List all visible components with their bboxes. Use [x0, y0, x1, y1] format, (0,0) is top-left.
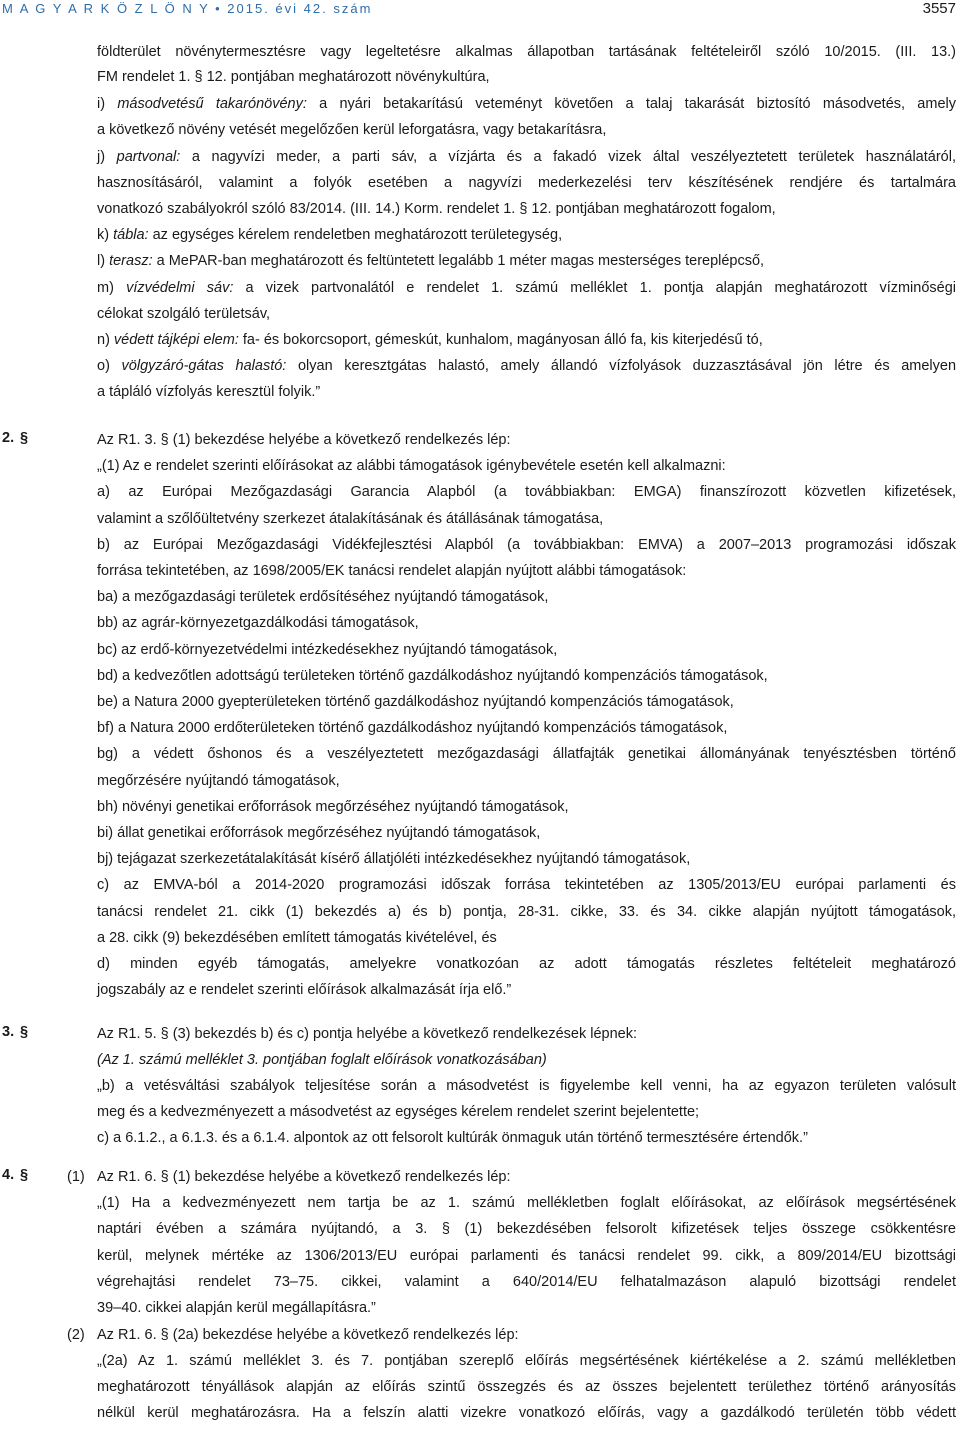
text-line: a) az Európai Mezőgazdasági Garancia Alapból (a továbbiakban: EMGA) finanszírozott közvetlen kifizetések,: [97, 484, 956, 501]
text-line: d) minden egyéb támogatás, amelyekre vonatkozóan az adott támogatás részletes feltételeit meghatározó: [97, 956, 956, 972]
text-line: a 28. cikk (9) bekezdésében említett támogatás kivételével, és: [97, 929, 497, 946]
text-line: 39‒40. cikkei alapján kerül megállapításra.”: [97, 1300, 376, 1316]
text-line: „(1) Az e rendelet szerinti előírásokat az alábbi támogatások igénybevétele esetén kell alkalmazni:: [97, 458, 726, 475]
text-line: „b) a vetésváltási szabályok teljesítése során a másodvetést is figyelembe kell venni, ha az egyazon területen valósult: [97, 1078, 956, 1094]
text-line: végrehajtási rendelet 73‒75. cikkei, valamint a 640/2014/EU felhatalmazáson alapuló bizottsági rendelet: [97, 1273, 956, 1290]
section-number: 2.: [2, 430, 15, 446]
text-line: forrása tekintetében, az 1698/2005/EK tanácsi rendelet alapján nyújtott alábbi támogatások:: [97, 563, 687, 579]
section-number: 3.: [2, 1024, 15, 1040]
text-line: meghatározott tényállások alapján az előírás szintű összegzés és az összes bejelentett területhez történő arányosítás: [97, 1379, 956, 1395]
text-line: nélkül kerül meghatározásra. Ha a felszín alatti vizekre vonatkozó előírás, vagy a gazdálkodó területén több védett: [97, 1405, 956, 1421]
section-3-context: (Az 1. számú melléklet 3. pontjában foglalt előírások vonatkozásában): [97, 1052, 547, 1068]
text-line: c) a 6.1.2., a 6.1.3. és a 6.1.4. alpontok az ott felsorolt kultúrák önmaguk után történő termesztésére értendők.”: [97, 1130, 808, 1146]
text-line: naptári évében a számára nyújtandó, a 3. § (1) bekezdésében felsorolt kifizetések teljes összege csökkentésre: [97, 1221, 956, 1238]
page-header: [0, 0, 960, 20]
text-line: megőrzésére nyújtandó támogatások,: [97, 772, 340, 789]
text-line: bh) növényi genetikai erőforrások megőrzéséhez nyújtandó támogatások,: [97, 798, 569, 815]
definition-n: n) védett tájképi elem: fa- és bokorcsoport, gémeskút, kunhalom, magányosan álló fa, kis kiterjedésű tó,: [97, 332, 763, 348]
definition-o: o) völgyzáró-gátas halastó: olyan keresztgátas halastó, amely állandó vízfolyások duzzasztásával jön létre és amelyen: [97, 358, 957, 374]
text-line: valamint a szőlőültetvény szerkezet átalakításának és átállásának támogatása,: [97, 510, 604, 527]
text-line: kerül, melynek mértéke az 1306/2013/EU európai parlamenti és tanácsi rendelet 99. cikk, a 809/2014/EU bizottsági: [97, 1247, 956, 1264]
definition-m: m) vízvédelmi sáv: a vizek partvonalától e rendelet 1. számú melléklet 1. pontja alapján meghatározott vízminőségi: [97, 280, 956, 296]
text-line: Az R1. 3. § (1) bekezdése helyébe a következő rendelkezés lép:: [97, 432, 511, 448]
text-line: „(2a) Az 1. számú melléklet 3. és 7. pontjában szereplő előírás megsértésének kiértékelése a 2. számú mellékletben: [97, 1353, 956, 1369]
page-number: 3557: [922, 0, 956, 17]
section-3-intro: Az R1. 5. § (3) bekezdés b) és c) pontja helyébe a következő rendelkezések lépnek:: [97, 1026, 638, 1042]
text-line: tanácsi rendelet 21. cikk (1) bekezdés a) és b) pontja, 28-31. cikke, 33. és 34. cikke alapján nyújtott támogatások,: [97, 903, 956, 920]
text-line: ba) a mezőgazdasági területek erdősítéséhez nyújtandó támogatások,: [97, 589, 549, 606]
text-line: bd) a kedvezőtlen adottságú területeken történő gazdálkodáshoz nyújtandó kompenzációs támogatások,: [97, 667, 768, 684]
paragraph-label-1: (1): [67, 1169, 85, 1185]
definition-m-cont: célokat szolgáló területsáv,: [97, 306, 271, 322]
text-line: Az R1. 6. § (1) bekezdése helyébe a következő rendelkezés lép:: [97, 1169, 511, 1185]
definition-i-cont: a következő növény vetését megelőzően kerül leforgatásra, vagy betakarításra,: [97, 122, 607, 138]
text-line: „(1) Ha a kedvezményezett nem tartja be az 1. számú mellékletben foglalt előírásokat, az előírások megsértésének: [97, 1195, 956, 1212]
text-line: jogszabály az e rendelet szerinti előírások alkalmazását írja elő.”: [97, 982, 512, 999]
journal-title: M A G Y A R K Ö Z L Ö N Y • 2015. évi 42. szám: [2, 1, 373, 16]
text-line: Az R1. 6. § (2a) bekezdése helyébe a következő rendelkezés lép:: [97, 1327, 519, 1343]
intro-line-2: FM rendelet 1. § 12. pontjában meghatározott növénykultúra,: [97, 69, 490, 85]
text-line: bf) a Natura 2000 erdőterületeken történő gazdálkodáshoz nyújtandó kompenzációs támogatások,: [97, 720, 728, 737]
section-sign: §: [20, 1167, 29, 1183]
text-line: bc) az erdő-környezetvédelmi intézkedésekhez nyújtandó támogatások,: [97, 641, 558, 658]
definition-l: l) terasz: a MePAR-ban meghatározott és feltüntetett legalább 1 méter magas mesterséges tereplépcső,: [97, 253, 765, 269]
section-sign: §: [20, 430, 29, 446]
intro-line-1: földterület növénytermesztésre vagy legeltetésre alkalmas állapotban tartásának feltételeiről szóló 10/2015. (III. 13.): [97, 44, 956, 60]
text-line: bb) az agrár-környezetgazdálkodási támogatások,: [97, 615, 419, 632]
definition-k: k) tábla: az egységes kérelem rendeletben meghatározott területegység,: [97, 227, 563, 243]
definition-i: i) másodvetésű takarónövény: a nyári betakarítású veteményt követően a talaj takarását biztosító másodvetés, amely: [97, 96, 956, 112]
text-line: c) az EMVA-ból a 2014-2020 programozási időszak forrása tekintetében az 1305/2013/EU európai parlamenti és: [97, 877, 956, 894]
definition-o-cont: a tápláló vízfolyás keresztül folyik.”: [97, 384, 321, 400]
text-line: be) a Natura 2000 gyepterületeken történő gazdálkodáshoz nyújtandó kompenzációs támogatások,: [97, 694, 734, 710]
text-line: bj) tejágazat szerkezetátalakítását kísérő állatjóléti intézkedésekhez nyújtandó támogatások,: [97, 851, 691, 868]
section-number: 4.: [2, 1167, 15, 1183]
text-line: meg és a kedvezményezett a másodvetést az egységes kérelem rendelet szerint bejelentette;: [97, 1104, 700, 1120]
section-sign: §: [20, 1024, 29, 1040]
definition-j-cont2: vonatkozó szabályokról szóló 83/2014. (III. 14.) Korm. rendelet 1. § 12. pontjában meghatározott fogalom,: [97, 201, 776, 217]
text-line: b) az Európai Mezőgazdasági Vidékfejlesztési Alapból (a továbbiakban: EMVA) a 2007‒2013 programozási időszak: [97, 536, 956, 553]
paragraph-label-2: (2): [67, 1327, 85, 1343]
definition-j-cont: hasznosításáról, valamint a folyók esetében a nagyvízi mederkezelési terv készítésének rendjére és tartalmára: [97, 175, 956, 191]
text-line: bg) a védett őshonos és a veszélyeztetett mezőgazdasági állatfajták genetikai állományának tenyésztésben történő: [97, 746, 956, 763]
definition-j: j) partvonal: a nagyvízi meder, a parti sáv, a vízjárta és a fakadó vizek által veszélyeztetett területek használatáról,: [97, 149, 956, 165]
text-line: bi) állat genetikai erőforrások megőrzéséhez nyújtandó támogatások,: [97, 825, 541, 841]
